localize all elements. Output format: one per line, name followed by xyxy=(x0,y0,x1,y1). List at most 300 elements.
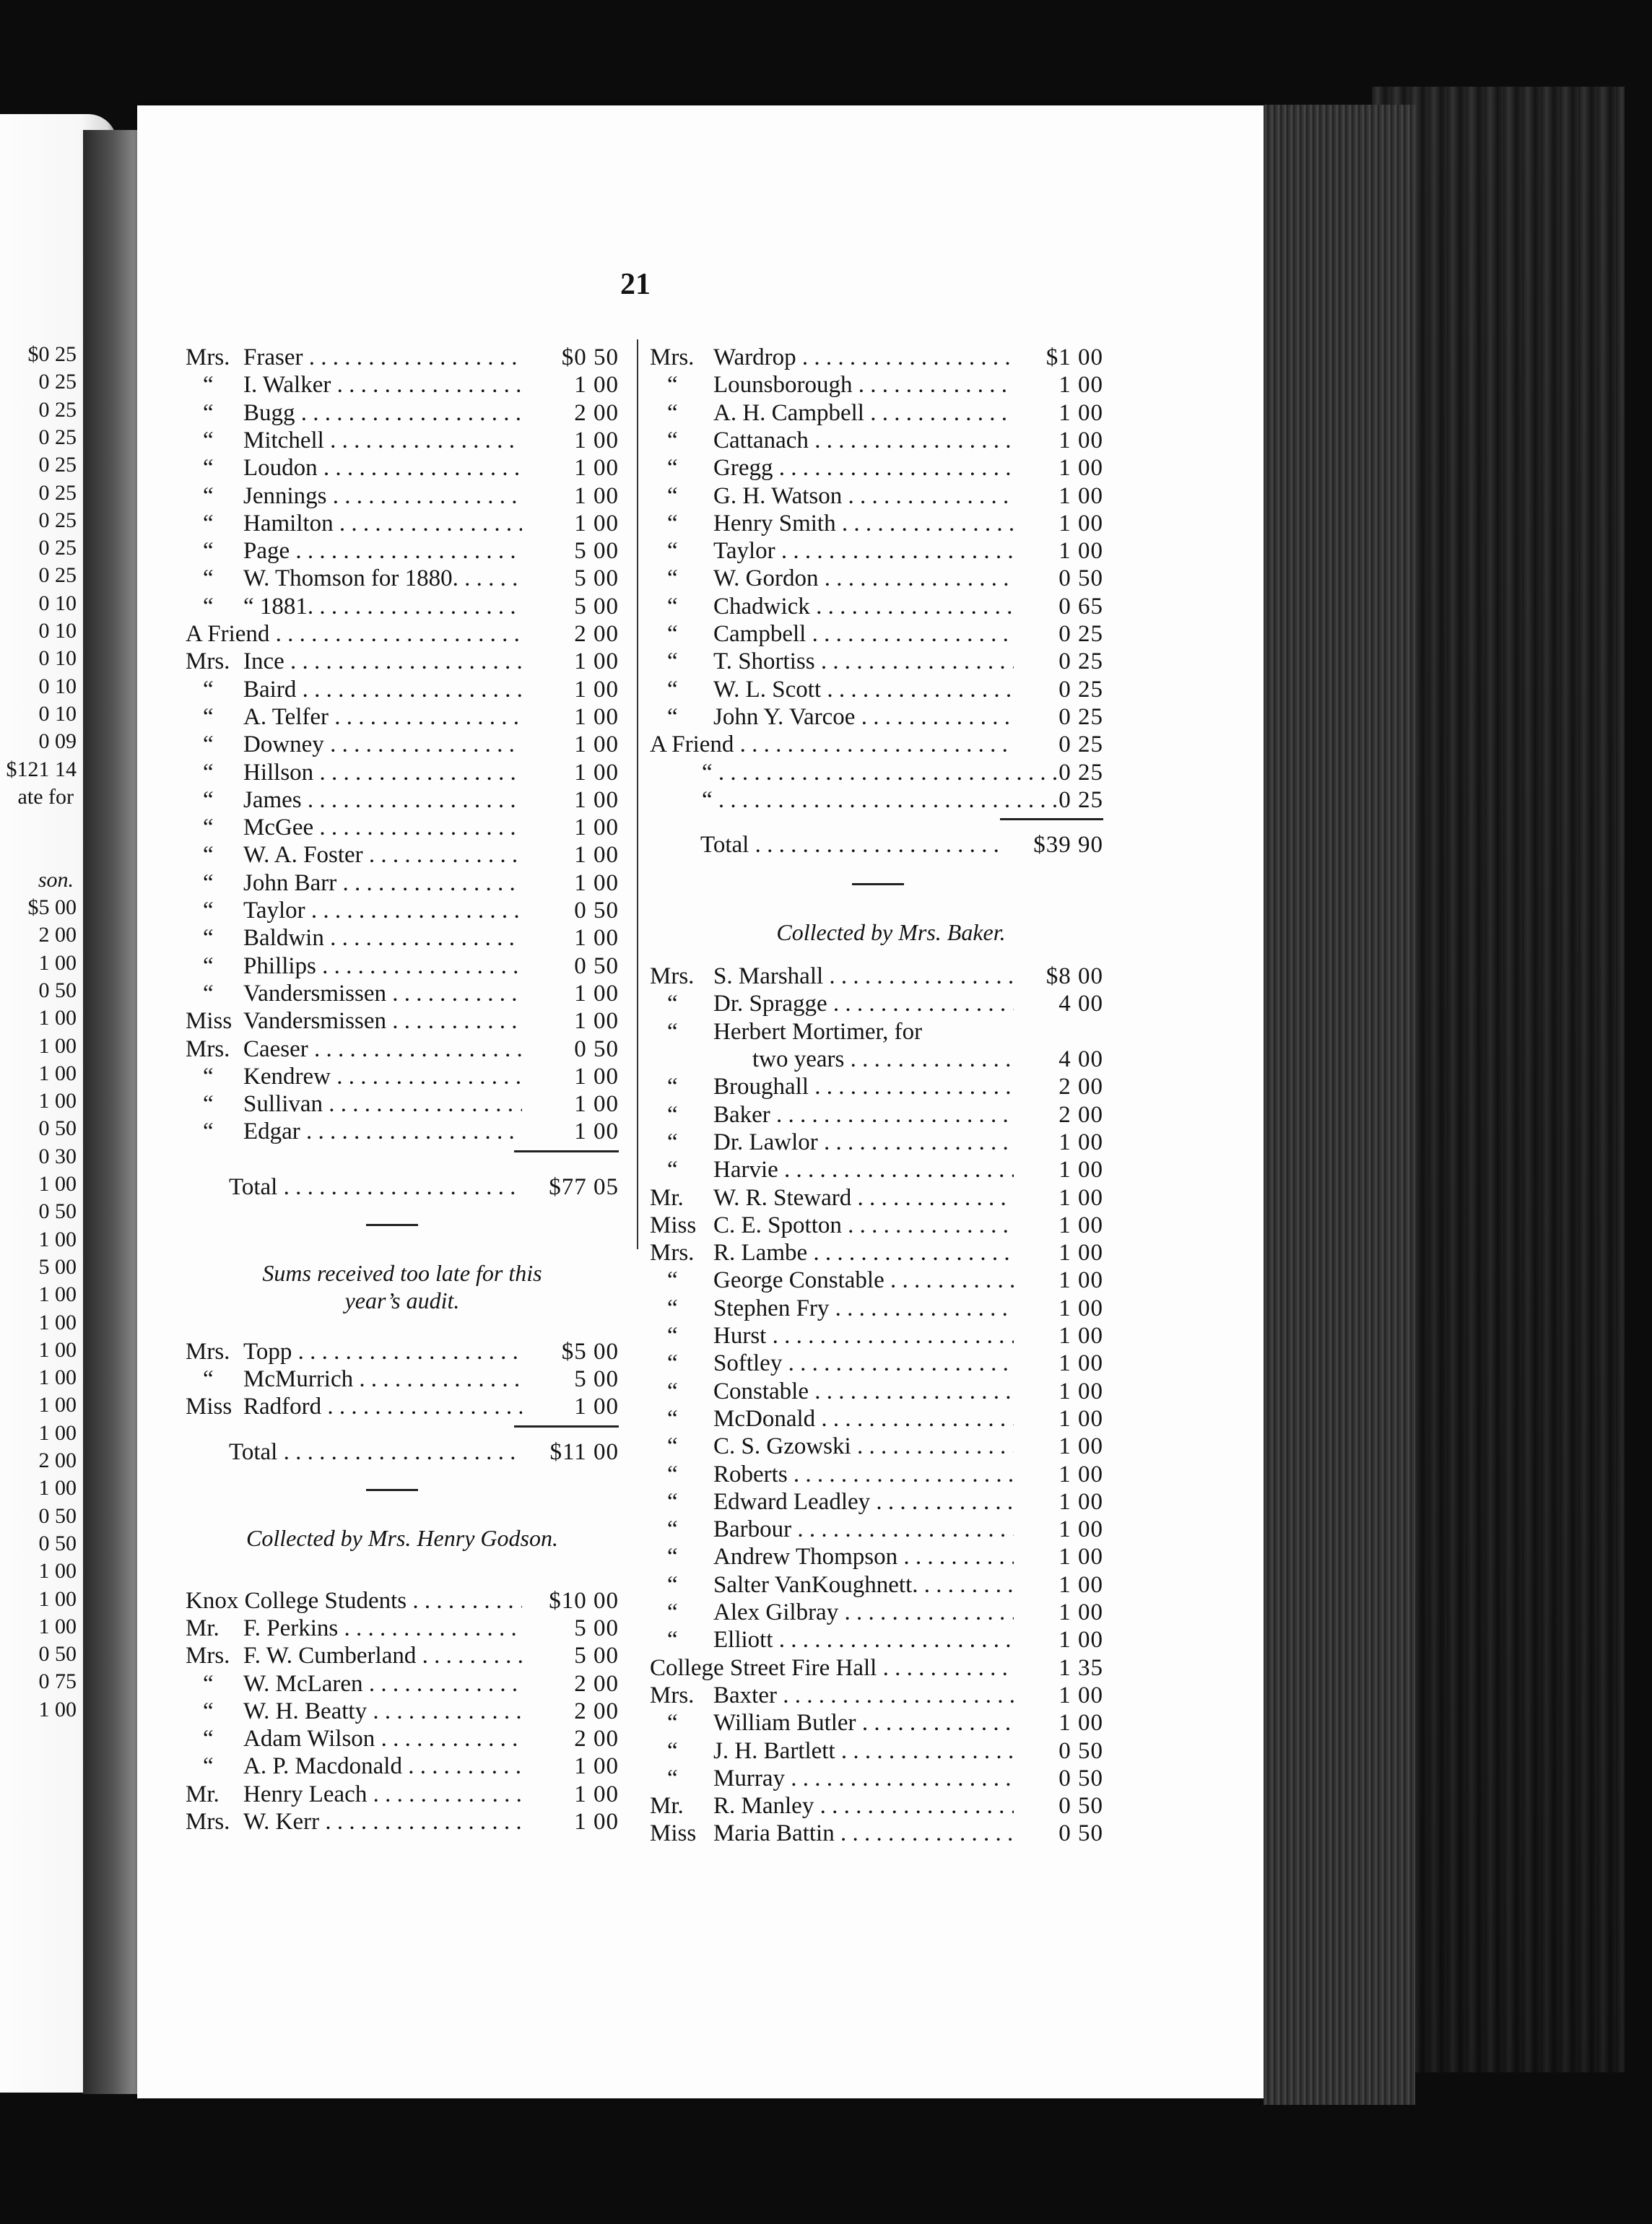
entry-title-prefix: Mr. xyxy=(186,1615,219,1641)
entry-name: C. E. Spotton . . . xyxy=(713,1212,1014,1239)
entry-name: W. A. Foster . . . xyxy=(243,841,522,869)
ledger-entry xyxy=(186,371,619,399)
ledger-entry xyxy=(186,454,619,482)
entry-title-prefix: “ xyxy=(667,1267,678,1294)
entry-title-prefix: “ xyxy=(203,372,214,399)
ledger-entry xyxy=(650,1737,1103,1765)
entry-amount: 1 00 xyxy=(1058,1350,1103,1377)
entry-title-prefix: Mrs. xyxy=(186,1035,230,1062)
entry-title-prefix: “ xyxy=(203,1063,214,1090)
entry-title-prefix: “ xyxy=(667,1378,678,1404)
entry-amount: 5 00 xyxy=(574,565,619,592)
entry-title-prefix: “ xyxy=(203,759,214,786)
ledger-entry xyxy=(186,676,619,703)
entry-title-prefix: “ xyxy=(667,1405,678,1432)
entry-title-prefix: “ xyxy=(203,703,214,730)
previous-page-amount-fragment: 1 00 xyxy=(38,1089,77,1113)
ledger-entry xyxy=(186,1063,619,1090)
ledger-entry xyxy=(186,1035,619,1063)
entry-title-prefix: “ xyxy=(667,676,678,703)
entry-amount: $0 50 xyxy=(561,344,619,370)
ledger-entry xyxy=(650,1433,1103,1460)
ledger-entry xyxy=(186,924,619,952)
entry-name: two years . . . xyxy=(752,1046,1014,1073)
previous-page-amount-fragment: 0 09 xyxy=(38,729,77,754)
entry-amount: 1 00 xyxy=(1058,1295,1103,1321)
entry-name: Total . . . xyxy=(700,831,1007,859)
entry-name: Baird . . . xyxy=(243,676,522,703)
ledger-entry xyxy=(186,703,619,731)
previous-page-amount-fragment: 0 25 xyxy=(38,563,77,588)
entry-title-prefix: “ xyxy=(203,427,214,453)
entry-name: I. Walker . . . xyxy=(243,371,522,399)
ledger-entry xyxy=(650,620,1103,648)
entry-name: Bugg . . . xyxy=(243,399,522,427)
entry-amount: 0 50 xyxy=(1058,1765,1103,1791)
ledger-entry xyxy=(650,427,1103,454)
entry-name: Taylor . . . xyxy=(713,537,1014,565)
previous-page-amount-fragment: 0 50 xyxy=(38,1531,77,1555)
previous-page-amount-fragment: 1 00 xyxy=(38,1614,77,1638)
entry-name: Radford . . . xyxy=(243,1393,522,1420)
previous-page-amount-fragment: 1 00 xyxy=(38,1310,77,1334)
ledger-entry xyxy=(650,399,1103,427)
entry-amount: 1 00 xyxy=(574,455,619,482)
entry-amount: 1 00 xyxy=(1058,1599,1103,1625)
ledger-entry xyxy=(186,427,619,454)
total-rule xyxy=(514,1425,619,1428)
entry-title-prefix: “ xyxy=(667,703,678,730)
ledger-entry xyxy=(186,1752,619,1780)
entry-amount: 0 25 xyxy=(1058,703,1103,730)
entry-amount: $8 00 xyxy=(1045,963,1103,990)
entry-title-prefix: “ xyxy=(667,1544,678,1571)
section-divider xyxy=(366,1224,418,1226)
entry-name: Softley . . . xyxy=(713,1350,1014,1377)
previous-page-amount-fragment: 0 25 xyxy=(38,480,77,505)
ledger-entry xyxy=(650,454,1103,482)
ledger-entry xyxy=(186,620,619,648)
section-heading: year’s audit. xyxy=(344,1287,460,1313)
entry-name: W. R. Steward . . . xyxy=(713,1184,1014,1212)
previous-page-amount-fragment: 1 00 xyxy=(38,1337,77,1362)
ledger-entry xyxy=(650,510,1103,537)
entry-title-prefix: “ xyxy=(667,399,678,426)
entry-title-prefix: “ xyxy=(203,786,214,813)
ledger-entry xyxy=(186,731,619,758)
entry-title-prefix: Miss xyxy=(186,1008,232,1035)
entry-amount: 1 00 xyxy=(1058,1323,1103,1349)
entry-amount: 0 50 xyxy=(574,952,619,979)
entry-name: Constable . . . xyxy=(713,1378,1014,1405)
page-number: 21 xyxy=(620,268,651,301)
entry-title-prefix: “ xyxy=(667,1157,678,1183)
entry-amount: 1 00 xyxy=(574,731,619,758)
entry-title-prefix: Mrs. xyxy=(650,344,695,370)
ledger-entry xyxy=(186,1808,619,1836)
ledger-entry xyxy=(650,1156,1103,1183)
entry-title-prefix: “ xyxy=(667,648,678,675)
entry-amount: 2 00 xyxy=(574,621,619,647)
ledger-entry xyxy=(650,537,1103,565)
ledger-entry xyxy=(650,1018,1103,1046)
entry-name: Edgar . . . xyxy=(243,1118,522,1145)
entry-title-prefix: “ xyxy=(203,980,214,1007)
entry-title-prefix: Mrs. xyxy=(186,1643,230,1669)
previous-page-amount-fragment: 1 00 xyxy=(38,1006,77,1030)
entry-name: W. H. Beatty . . . xyxy=(243,1698,522,1725)
entry-title-prefix: “ xyxy=(203,869,214,896)
entry-name: G. H. Watson . . . xyxy=(713,482,1014,510)
ledger-entry xyxy=(186,537,619,565)
total-row xyxy=(700,831,1103,859)
previous-page-amount-fragment: 0 50 xyxy=(38,1503,77,1528)
entry-amount: 2 00 xyxy=(574,1726,619,1752)
previous-page-amount-fragment: 1 00 xyxy=(38,1420,77,1445)
entry-title-prefix: “ xyxy=(667,1571,678,1598)
entry-amount: 5 00 xyxy=(574,538,619,565)
entry-amount: 1 00 xyxy=(1058,1627,1103,1654)
entry-name: F. W. Cumberland . . . xyxy=(243,1642,522,1669)
entry-amount: 0 50 xyxy=(574,898,619,924)
ledger-entry xyxy=(186,897,619,924)
total-rule xyxy=(1000,818,1103,820)
ledger-entry xyxy=(650,1571,1103,1599)
entry-title-prefix: Mrs. xyxy=(650,963,695,990)
entry-amount: 1 00 xyxy=(574,510,619,537)
entry-title-prefix: “ xyxy=(203,1118,214,1145)
entry-name: College Street Fire Hall . . . xyxy=(650,1654,1014,1682)
entry-name: W. L. Scott . . . xyxy=(713,676,1014,703)
entry-name: A. P. Macdonald . . . xyxy=(243,1752,522,1780)
ledger-entry xyxy=(650,1626,1103,1654)
entry-name: Total . . . xyxy=(229,1173,522,1201)
entry-name: “ . . . xyxy=(702,786,1066,814)
previous-page-amount-fragment: 1 00 xyxy=(38,1559,77,1584)
entry-name: Maria Battin . . . xyxy=(713,1820,1014,1847)
entry-title-prefix: “ xyxy=(203,399,214,426)
entry-name: Jennings . . . xyxy=(243,482,522,510)
previous-page-amount-fragment: ate for xyxy=(17,784,74,809)
ledger-entry xyxy=(186,869,619,897)
previous-page-amount-fragment: $121 14 xyxy=(6,757,77,781)
entry-name: George Constable . . . xyxy=(713,1267,1014,1294)
entry-name: Baker . . . xyxy=(713,1101,1014,1129)
entry-amount: 1 00 xyxy=(574,925,619,952)
entry-title-prefix: “ xyxy=(667,1295,678,1321)
entry-name: F. Perkins . . . xyxy=(243,1615,522,1642)
entry-amount: 1 00 xyxy=(574,815,619,841)
entry-title-prefix: “ xyxy=(667,1129,678,1155)
entry-name: A Friend . . . xyxy=(650,731,1014,758)
entry-amount: 1 00 xyxy=(1058,1184,1103,1211)
entry-name: Hurst . . . xyxy=(713,1322,1014,1350)
ledger-entry xyxy=(186,648,619,675)
entry-amount: 1 00 xyxy=(574,427,619,453)
ledger-entry xyxy=(186,1615,619,1642)
entry-amount: 2 00 xyxy=(1058,1101,1103,1128)
entry-title-prefix: “ xyxy=(667,1599,678,1625)
entry-amount: 1 00 xyxy=(1058,455,1103,482)
entry-title-prefix: Mrs. xyxy=(650,1240,695,1267)
ledger-entry xyxy=(186,1007,619,1035)
entry-name: Total . . . xyxy=(229,1438,522,1466)
ledger-entry xyxy=(186,1670,619,1698)
entry-name: Downey . . . xyxy=(243,731,522,758)
entry-amount: 0 65 xyxy=(1058,593,1103,620)
entry-title-prefix: Mr. xyxy=(650,1184,684,1211)
entry-amount: 1 00 xyxy=(1058,1378,1103,1404)
entry-title-prefix: “ xyxy=(667,1074,678,1100)
entry-name: Barbour . . . xyxy=(713,1516,1014,1543)
previous-page-amount-fragment: 0 10 xyxy=(38,591,77,615)
section-divider xyxy=(366,1489,418,1491)
entry-amount: 2 00 xyxy=(574,1670,619,1697)
ledger-entry xyxy=(186,1587,619,1615)
previous-page-amount-fragment: 0 50 xyxy=(38,978,77,1002)
entry-amount: 1 00 xyxy=(1058,482,1103,509)
entry-title-prefix: “ xyxy=(203,482,214,509)
entry-amount: 1 00 xyxy=(1058,1129,1103,1155)
previous-page-amount-fragment: 1 00 xyxy=(38,1282,77,1307)
entry-title-prefix: “ xyxy=(667,510,678,537)
entry-title-prefix: “ xyxy=(203,925,214,952)
entry-title-prefix: “ xyxy=(203,952,214,979)
entry-amount: 1 00 xyxy=(1058,1710,1103,1737)
ledger-entry xyxy=(650,786,1103,814)
entry-amount: 1 00 xyxy=(1058,538,1103,565)
entry-name: John Barr . . . xyxy=(243,869,522,897)
ledger-entry xyxy=(650,648,1103,675)
ledger-entry xyxy=(650,1267,1103,1294)
previous-page-amount-fragment: 0 50 xyxy=(38,1642,77,1667)
entry-amount: 5 00 xyxy=(574,1366,619,1392)
previous-page-amount-fragment: 2 00 xyxy=(38,1448,77,1472)
previous-page-amount-fragment: 1 00 xyxy=(38,1172,77,1196)
ledger-entry xyxy=(650,593,1103,620)
section-divider xyxy=(852,883,904,885)
entry-name: Henry Smith . . . xyxy=(713,510,1014,537)
entry-name: A Friend . . . xyxy=(186,620,522,648)
ledger-entry xyxy=(650,1046,1103,1073)
entry-amount: $10 00 xyxy=(549,1587,619,1614)
entry-amount: 1 00 xyxy=(574,759,619,786)
entry-amount: 1 00 xyxy=(574,1809,619,1835)
entry-title-prefix: “ xyxy=(203,731,214,758)
entry-title-prefix: “ xyxy=(203,815,214,841)
entry-name: T. Shortiss . . . xyxy=(713,648,1014,675)
ledger-entry xyxy=(186,1338,619,1365)
entry-name: S. Marshall . . . xyxy=(713,963,1014,990)
entry-title-prefix: Miss xyxy=(650,1212,697,1238)
entry-name: Fraser . . . xyxy=(243,344,522,371)
previous-page-amount-fragment: son. xyxy=(38,867,74,892)
entry-amount: 1 00 xyxy=(1058,372,1103,399)
entry-title-prefix: “ xyxy=(667,372,678,399)
entry-name: Baxter . . . xyxy=(713,1682,1014,1709)
entry-amount: 2 00 xyxy=(574,399,619,426)
ledger-entry xyxy=(186,841,619,869)
entry-title-prefix: “ xyxy=(667,1433,678,1460)
ledger-entry xyxy=(650,1405,1103,1433)
entry-name: J. H. Bartlett . . . xyxy=(713,1737,1014,1765)
entry-title-prefix: “ xyxy=(667,1710,678,1737)
previous-page-amount-fragment: $0 25 xyxy=(27,342,77,366)
previous-page-amount-fragment: 0 25 xyxy=(38,536,77,560)
entry-name: Lounsborough . . . xyxy=(713,371,1014,399)
entry-title-prefix: “ xyxy=(667,621,678,647)
ledger-entry xyxy=(650,1212,1103,1239)
entry-amount: 2 00 xyxy=(1058,1074,1103,1100)
entry-title-prefix: “ xyxy=(203,1726,214,1752)
entry-name: W. Kerr . . . xyxy=(243,1808,522,1836)
entry-name: James . . . xyxy=(243,786,522,814)
entry-title-prefix: “ xyxy=(203,538,214,565)
ledger-entry xyxy=(650,731,1103,758)
entry-name: Dr. Lawlor . . . xyxy=(713,1129,1014,1156)
entry-title-prefix: “ xyxy=(667,1350,678,1377)
entry-name: McMurrich . . . xyxy=(243,1365,522,1393)
entry-name: Kendrew . . . xyxy=(243,1063,522,1090)
total-rule xyxy=(514,1150,619,1152)
ledger-entry xyxy=(650,565,1103,592)
entry-name: Andrew Thompson . . . xyxy=(713,1543,1014,1571)
ledger-entry xyxy=(186,1781,619,1808)
entry-amount: 1 00 xyxy=(574,648,619,675)
ledger-entry xyxy=(186,1642,619,1669)
entry-amount: 0 25 xyxy=(1058,759,1103,786)
entry-title-prefix: “ xyxy=(203,1366,214,1392)
entry-amount: 0 50 xyxy=(1058,1737,1103,1764)
entry-title-prefix: Mr. xyxy=(186,1781,219,1807)
ledger-entry xyxy=(186,814,619,841)
ledger-entry xyxy=(650,1101,1103,1129)
ledger-entry xyxy=(186,1698,619,1725)
entry-amount: 0 25 xyxy=(1058,786,1103,813)
entry-name: Campbell . . . xyxy=(713,620,1014,648)
entry-amount: $39 90 xyxy=(1033,832,1103,859)
entry-name: Edward Leadley . . . xyxy=(713,1488,1014,1516)
entry-amount: 1 00 xyxy=(574,980,619,1007)
entry-amount: 1 00 xyxy=(574,1118,619,1145)
entry-name: Murray . . . xyxy=(713,1765,1014,1792)
entry-name: C. S. Gzowski . . . xyxy=(713,1433,1014,1460)
ledger-entry xyxy=(650,1073,1103,1100)
entry-title-prefix: Mrs. xyxy=(650,1682,695,1708)
entry-amount: 1 00 xyxy=(1058,1682,1103,1708)
entry-title-prefix: “ xyxy=(203,842,214,869)
entry-amount: 4 00 xyxy=(1058,991,1103,1017)
entry-name: Loudon . . . xyxy=(243,454,522,482)
entry-title-prefix: “ xyxy=(667,538,678,565)
entry-amount: 1 00 xyxy=(574,1394,619,1420)
entry-name: “ 1881. . . . xyxy=(243,593,522,620)
entry-amount: 1 00 xyxy=(574,842,619,869)
previous-page-amount-fragment: 0 25 xyxy=(38,453,77,477)
entry-amount: 1 00 xyxy=(574,1008,619,1035)
ledger-entry xyxy=(650,1709,1103,1737)
entry-amount: 0 25 xyxy=(1058,731,1103,758)
ledger-entry xyxy=(650,344,1103,371)
ledger-entry xyxy=(186,1393,619,1420)
ledger-entry xyxy=(186,1725,619,1752)
ledger-entry xyxy=(650,1792,1103,1820)
entry-amount: 0 50 xyxy=(574,1035,619,1062)
entry-amount: 1 00 xyxy=(1058,427,1103,453)
entry-amount: 1 00 xyxy=(1058,399,1103,426)
ledger-entry xyxy=(186,980,619,1007)
ledger-entry xyxy=(650,1239,1103,1267)
ledger-entry xyxy=(650,1654,1103,1682)
entry-amount: 1 35 xyxy=(1058,1654,1103,1681)
entry-title-prefix: “ xyxy=(667,1461,678,1487)
entry-name: A. Telfer . . . xyxy=(243,703,522,731)
entry-amount: 1 00 xyxy=(574,1091,619,1118)
ledger-entry xyxy=(186,1365,619,1393)
entry-title-prefix: “ xyxy=(203,1698,214,1724)
previous-page-amount-fragment: 0 10 xyxy=(38,674,77,698)
entry-amount: 0 25 xyxy=(1058,648,1103,675)
ledger-entry xyxy=(650,1378,1103,1405)
entry-title-prefix: “ xyxy=(667,1737,678,1764)
entry-amount: 1 00 xyxy=(1058,1212,1103,1238)
previous-page-amount-fragment: 0 30 xyxy=(38,1144,77,1168)
ledger-entry xyxy=(186,482,619,510)
ledger-entry xyxy=(650,676,1103,703)
previous-page-amount-fragment: 0 10 xyxy=(38,646,77,671)
entry-name: McDonald . . . xyxy=(713,1405,1014,1433)
entry-amount: 1 00 xyxy=(1058,1240,1103,1267)
entry-title-prefix: “ xyxy=(203,1670,214,1697)
total-row xyxy=(229,1173,619,1201)
entry-amount: $77 05 xyxy=(549,1173,619,1200)
ledger-entry xyxy=(650,1599,1103,1626)
entry-title-prefix: “ xyxy=(203,898,214,924)
previous-page-amount-fragment: 1 00 xyxy=(38,1033,77,1058)
section-heading: Sums received too late for this xyxy=(262,1259,542,1286)
section-heading: Collected by Mrs. Henry Godson. xyxy=(246,1524,558,1551)
previous-page-amount-fragment: 0 25 xyxy=(38,425,77,449)
entry-name: Topp . . . xyxy=(243,1338,522,1365)
ledger-entry xyxy=(650,1350,1103,1377)
entry-amount: 1 00 xyxy=(1058,1571,1103,1598)
entry-name: McGee . . . xyxy=(243,814,522,841)
entry-title-prefix: “ xyxy=(667,565,678,592)
entry-name: Baldwin . . . xyxy=(243,924,522,952)
entry-amount: 1 00 xyxy=(574,1781,619,1807)
entry-name: Dr. Spragge . . . xyxy=(713,990,1014,1017)
entry-name: Chadwick . . . xyxy=(713,593,1014,620)
entry-amount: 1 00 xyxy=(574,869,619,896)
entry-name: Henry Leach . . . xyxy=(243,1781,522,1808)
entry-name: “ . . . xyxy=(702,759,1066,786)
previous-page-amount-fragment: 1 00 xyxy=(38,1393,77,1417)
ledger-entry xyxy=(186,344,619,371)
entry-amount: $1 00 xyxy=(1045,344,1103,370)
entry-name: Page . . . xyxy=(243,537,522,565)
entry-amount: 1 00 xyxy=(574,1063,619,1090)
ledger-entry xyxy=(650,1322,1103,1350)
ledger-entry xyxy=(186,952,619,980)
entry-title-prefix: Mrs. xyxy=(186,344,230,370)
entry-name: William Butler . . . xyxy=(713,1709,1014,1737)
previous-page-amount-fragment: 0 10 xyxy=(38,619,77,643)
ledger-entry xyxy=(650,1516,1103,1543)
entry-name: Roberts . . . xyxy=(713,1461,1014,1488)
previous-page-amount-fragment: 0 25 xyxy=(38,397,77,422)
previous-page-amount-fragment: 0 50 xyxy=(38,1116,77,1141)
entry-amount: 0 25 xyxy=(1058,676,1103,703)
